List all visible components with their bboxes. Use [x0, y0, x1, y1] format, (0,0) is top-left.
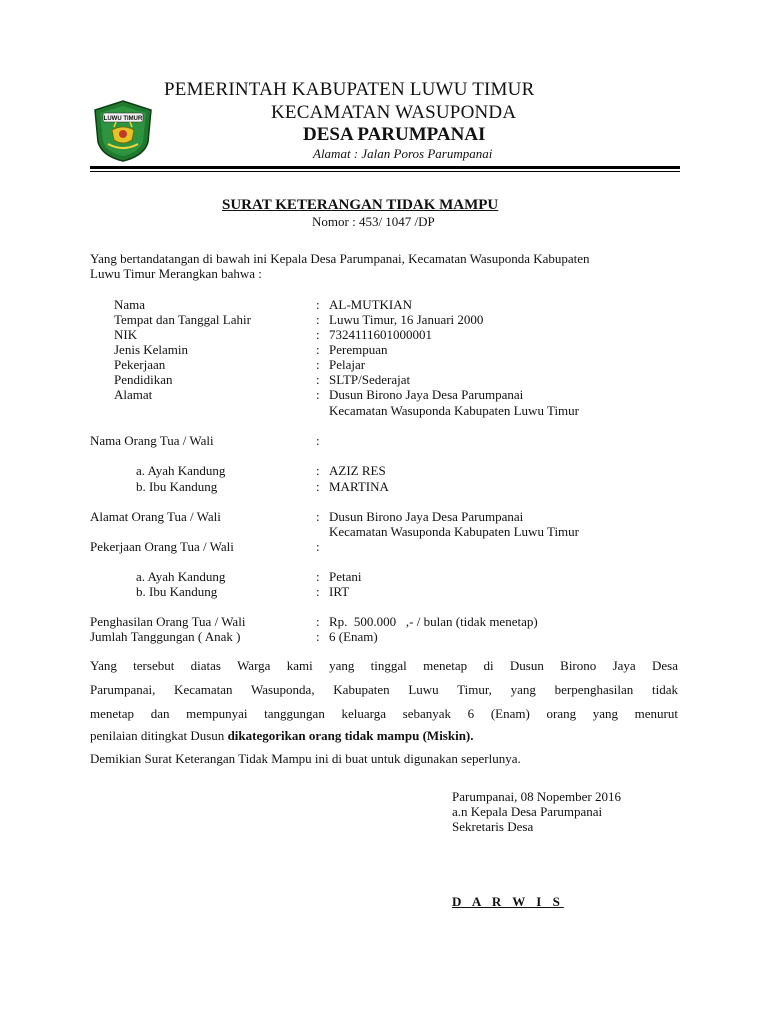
father-name: AZIZ RES	[329, 463, 386, 478]
field-value-nik: 7324111601000001	[329, 327, 433, 342]
parents-label: Nama Orang Tua / Wali	[90, 433, 214, 448]
colon: :	[316, 433, 320, 448]
colon: :	[316, 327, 320, 342]
colon: :	[316, 629, 320, 644]
signature-place-date: Parumpanai, 08 Nopember 2016	[452, 789, 621, 804]
field-label-address: Alamat	[114, 387, 153, 402]
letterhead-village: DESA PARUMPANAI	[303, 124, 486, 145]
colon: :	[316, 509, 320, 524]
field-value-education: SLTP/Sederajat	[329, 372, 411, 387]
colon: :	[316, 372, 320, 387]
field-value-ttl: Luwu Timur, 16 Januari 2000	[329, 312, 484, 327]
field-label-occupation: Pekerjaan	[114, 357, 166, 372]
field-label-education: Pendidikan	[114, 372, 173, 387]
letterhead-divider-thin	[90, 171, 680, 172]
colon: :	[316, 387, 320, 402]
parent-address-line-1: Dusun Birono Jaya Desa Parumpanai	[329, 509, 524, 524]
colon: :	[316, 357, 320, 372]
income-value: Rp. 500.000 ,- / bulan (tidak menetap)	[329, 614, 538, 629]
statement-line-3: menetap dan mempunyai tanggungan keluarga sebanyak 6 (Enam) orang yang menurut	[90, 706, 678, 721]
field-label-ttl: Tempat dan Tanggal Lahir	[114, 312, 251, 327]
field-label-gender: Jenis Kelamin	[114, 342, 189, 357]
colon: :	[316, 569, 320, 584]
field-value-address-line-2: Kecamatan Wasuponda Kabupaten Luwu Timur	[329, 403, 579, 418]
mother-label: b. Ibu Kandung	[136, 479, 218, 494]
statement-poverty-category: dikategorikan orang tidak mampu (Miskin).	[227, 728, 474, 743]
parent-job-label: Pekerjaan Orang Tua / Wali	[90, 539, 234, 554]
document-number: Nomor : 453/ 1047 /DP	[312, 214, 435, 229]
closing-sentence: Demikian Surat Keterangan Tidak Mampu ini di buat untuk digunakan seperlunya.	[90, 751, 521, 766]
colon: :	[316, 479, 320, 494]
field-value-occupation: Pelajar	[329, 357, 366, 372]
signatory-name: D A R W I S	[452, 894, 564, 909]
intro-line-1: Yang bertandatangan di bawah ini Kepala Desa Parumpanai, Kecamatan Wasuponda Kabupaten	[90, 251, 590, 266]
colon: :	[316, 614, 320, 629]
mother-job-value: IRT	[329, 584, 350, 599]
dependents-label: Jumlah Tanggungan ( Anak )	[90, 629, 241, 644]
colon: :	[316, 297, 320, 312]
dependents-value: 6 (Enam)	[329, 629, 378, 644]
field-value-nama: AL-MUTKIAN	[329, 297, 413, 312]
colon: :	[316, 539, 320, 554]
colon: :	[316, 584, 320, 599]
letterhead-divider-thick	[90, 166, 680, 169]
letterhead-government: PEMERINTAH KABUPATEN LUWU TIMUR	[164, 79, 535, 100]
letterhead-address: Alamat : Jalan Poros Parumpanai	[313, 146, 493, 161]
parent-address-line-2: Kecamatan Wasuponda Kabupaten Luwu Timur	[329, 524, 579, 539]
father-job-value: Petani	[329, 569, 362, 584]
letterhead-district: KECAMATAN WASUPONDA	[271, 102, 517, 123]
regency-seal-logo	[94, 100, 152, 162]
colon: :	[316, 342, 320, 357]
colon: :	[316, 463, 320, 478]
field-value-gender: Perempuan	[329, 342, 388, 357]
father-label: a. Ayah Kandung	[136, 463, 226, 478]
statement-line-4-text: penilaian ditingkat Dusun	[90, 728, 228, 743]
income-label: Penghasilan Orang Tua / Wali	[90, 614, 246, 629]
father-job-label: a. Ayah Kandung	[136, 569, 226, 584]
intro-line-2: Luwu Timur Merangkan bahwa :	[90, 266, 262, 281]
seal-lettering: LUWU TIMUR	[103, 116, 143, 122]
mother-name: MARTINA	[329, 479, 389, 494]
signature-on-behalf: a.n Kepala Desa Parumpanai	[452, 804, 603, 819]
signature-position: Sekretaris Desa	[452, 819, 534, 834]
statement-line-1: Yang tersebut diatas Warga kami yang tinggal menetap di Dusun Birono Jaya Desa	[90, 658, 678, 673]
colon: :	[316, 312, 320, 327]
field-label-nik: NIK	[114, 327, 138, 342]
field-value-address: Dusun Birono Jaya Desa Parumpanai	[329, 387, 524, 402]
document-title: SURAT KETERANGAN TIDAK MAMPU	[222, 197, 499, 213]
field-label-nama: Nama	[114, 297, 146, 312]
statement-line-4	[90, 728, 474, 744]
statement-line-2: Parumpanai, Kecamatan Wasuponda, Kabupaten Luwu Timur, yang berpenghasilan tidak	[90, 682, 678, 697]
mother-job-label: b. Ibu Kandung	[136, 584, 218, 599]
parent-address-label: Alamat Orang Tua / Wali	[90, 509, 221, 524]
